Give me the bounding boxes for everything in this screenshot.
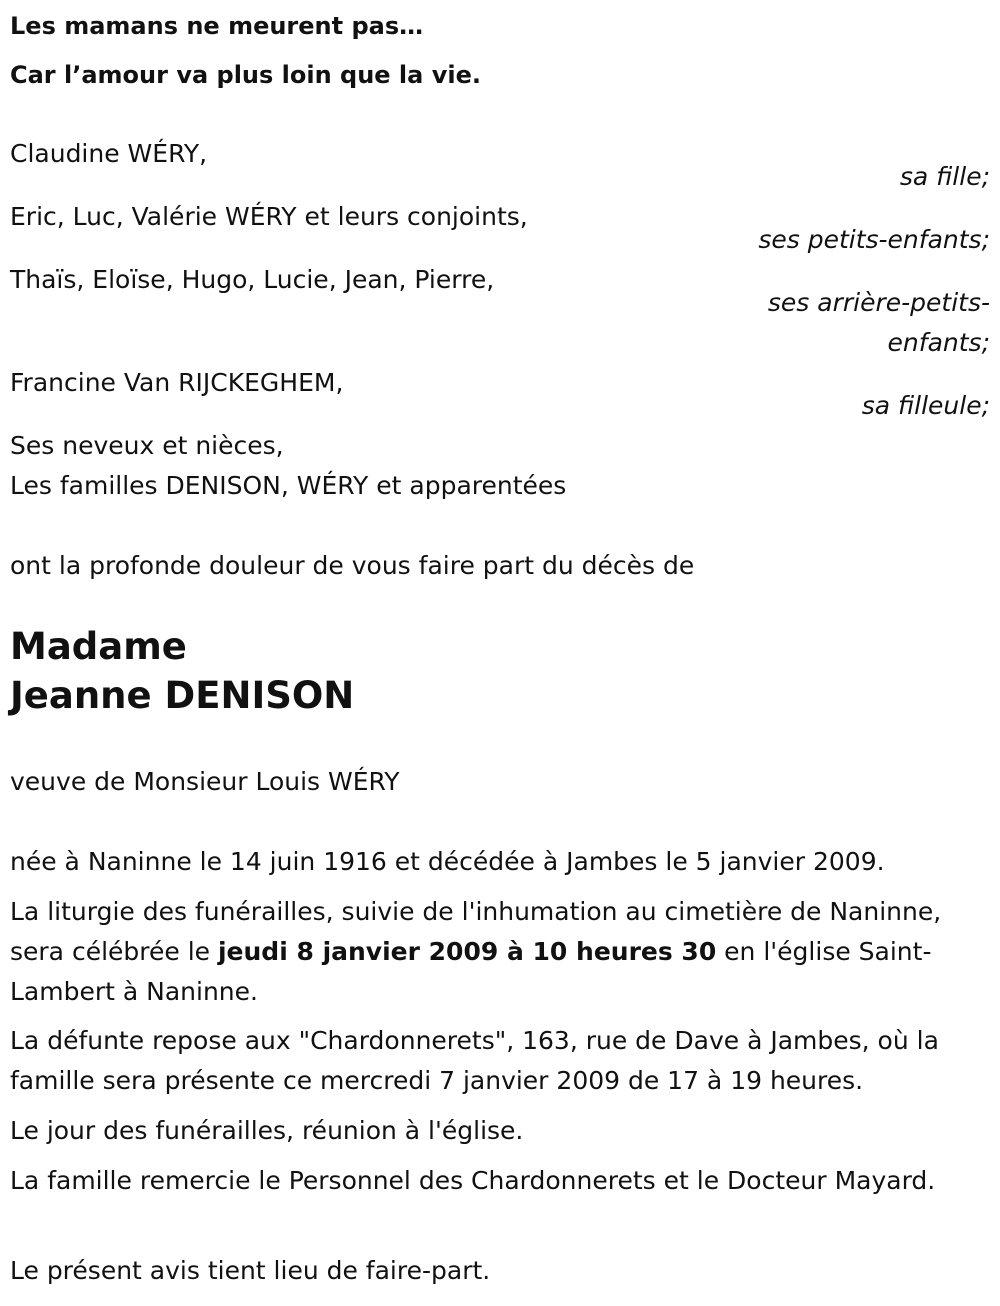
family-name-great-grandchildren: Thaïs, Eloïse, Hugo, Lucie, Jean, Pierre,	[10, 265, 495, 294]
epigraph-line-1: Les mamans ne meurent pas…	[10, 12, 424, 40]
announcement: ont la profonde douleur de vous faire part du décès de	[10, 551, 695, 580]
deceased-name: Jeanne DENISON	[10, 674, 355, 717]
liturgy-text-after: en l'église Saint-Lambert à Naninne.	[10, 937, 932, 1006]
family-relation-daughter: sa fille;	[899, 162, 990, 191]
deceased-title: Madame	[10, 625, 187, 668]
others-line-1: Ses neveux et nièces,	[10, 431, 284, 460]
epigraph-line-2: Car l’amour va plus loin que la vie.	[10, 61, 481, 89]
family-name-goddaughter: Francine Van RIJCKEGHEM,	[10, 368, 344, 397]
family-name-grandchildren: Eric, Luc, Valérie WÉRY et leurs conjoints,	[10, 202, 528, 231]
widow-of: veuve de Monsieur Louis WÉRY	[10, 767, 400, 796]
rest-paragraph: La défunte repose aux "Chardonnerets", 163, rue de Dave à Jambes, où la famille sera présente ce mercredi 7 janvier 2009 de 17 à 19 heures.	[10, 1026, 939, 1095]
meeting-paragraph: Le jour des funérailles, réunion à l'église.	[10, 1116, 524, 1145]
others-line-2: Les familles DENISON, WÉRY et apparentées	[10, 471, 567, 500]
family-relation-great-grandchildren-line-2: enfants;	[887, 328, 990, 357]
thanks-paragraph: La famille remercie le Personnel des Chardonnerets et le Docteur Mayard.	[10, 1166, 936, 1195]
notice-paragraph: Le présent avis tient lieu de faire-part.	[10, 1256, 491, 1285]
liturgy-text-before: La liturgie des funérailles, suivie de l'inhumation au cimetière de Naninne, sera célébrée le	[10, 897, 942, 966]
family-name-daughter: Claudine WÉRY,	[10, 139, 208, 168]
family-relation-great-grandchildren-line-1: ses arrière-petits-	[767, 288, 990, 317]
liturgy-paragraph	[10, 892, 990, 1012]
birth-death: née à Naninne le 14 juin 1916 et décédée à Jambes le 5 janvier 2009.	[10, 847, 885, 876]
family-relation-goddaughter: sa filleule;	[861, 391, 990, 420]
liturgy-date: jeudi 8 janvier 2009 à 10 heures 30	[217, 937, 717, 966]
family-relation-grandchildren: ses petits-enfants;	[758, 225, 990, 254]
